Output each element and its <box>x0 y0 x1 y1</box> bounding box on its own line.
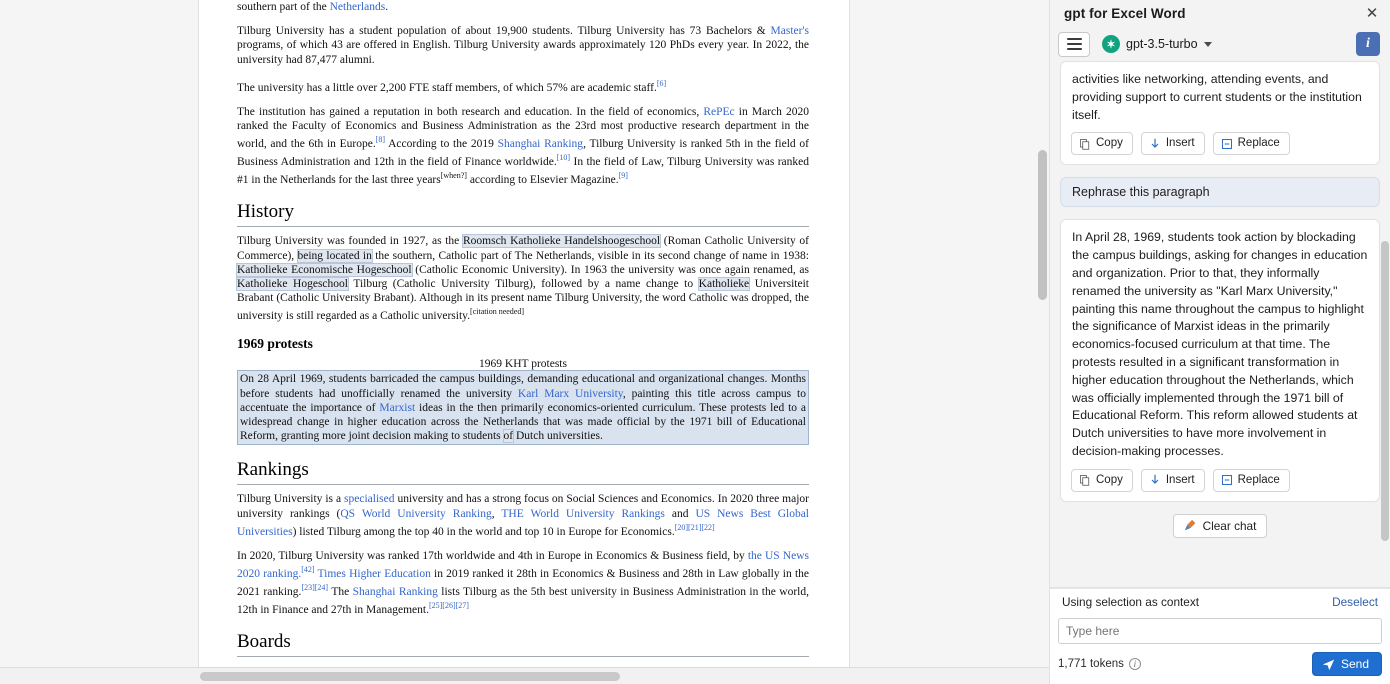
insert-label: Insert <box>1165 473 1195 486</box>
citation-ref[interactable]: [42] <box>301 565 315 575</box>
panel-footer <box>1050 587 1390 684</box>
link-karl-marx-university[interactable]: Karl Marx University <box>517 387 623 400</box>
highlight-text: Katholieke Hogeschool <box>237 277 348 290</box>
model-name: gpt-3.5-turbo <box>1126 37 1198 51</box>
citation-ref[interactable]: [9] <box>618 171 628 181</box>
link-us-news-2020-ranking[interactable]: the US News 2020 ranking. <box>237 549 809 580</box>
copy-button-response[interactable] <box>1071 469 1133 492</box>
citation-ref[interactable]: [8] <box>375 135 386 145</box>
gpt-side-panel <box>1049 0 1390 684</box>
link-specialised[interactable]: specialised <box>344 493 395 506</box>
paragraph-reputation: The institution has gained a reputation in both research and education. In the field of economics, RePEc in March 2020 ranked the Faculty of Economics and Business Administration as the 23rd most productive research department in the world, and the 6th in Europe.[8] According to the 2019 Shanghai Ranking, Tilburg University is ranked 5th in the field of Business Administration and 12th in the field of Finance worldwide.[10] In the field of Law, Tilburg University was ranked #1 in the Netherlands for the last three years[when?] according to Elsevier Magazine.[9] <box>237 105 809 187</box>
openai-logo-icon: ✶ <box>1102 35 1120 53</box>
copy-button[interactable] <box>1071 132 1133 155</box>
chat-input[interactable] <box>1058 618 1382 644</box>
document-vertical-scrollbar[interactable] <box>1038 0 1047 684</box>
insert-button[interactable] <box>1141 132 1205 155</box>
send-row <box>1050 650 1390 684</box>
section-heading-history: History <box>237 201 809 227</box>
section-heading-1969-protests: 1969 protests <box>237 336 313 352</box>
panel-title: gpt for Excel Word <box>1064 6 1186 21</box>
section-heading-rankings: Rankings <box>237 459 809 485</box>
clear-chat-button[interactable] <box>1173 514 1268 538</box>
citation-ref[interactable]: [20][21][22] <box>674 522 715 532</box>
response-actions <box>1061 465 1379 501</box>
paragraph-1969-protests-selected[interactable]: On 28 April 1969, students barricaded the campus buildings, demanding educational and organizational changes. Months before students had unofficially renamed the university Karl Marx University, painting this title across campus to accentuate the importance of Marxist ideas in the then primarily economics-oriented curriculum. These protests led to a widespread change in higher education across the Netherlands that was made official by the 1971 bill of Educational Reform, granting more joint decision making to students of Dutch universities. <box>237 370 809 445</box>
citation-ref[interactable]: [25][26][27] <box>428 601 469 611</box>
assistant-message-text: activities like networking, attending events, and providing support to current students or the institution itself. <box>1072 72 1362 122</box>
token-counter <box>1058 658 1304 670</box>
insert-button-response[interactable] <box>1141 469 1205 492</box>
link-netherlands[interactable]: Netherlands <box>329 1 386 13</box>
send-icon <box>1322 658 1335 671</box>
replace-label: Replace <box>1237 137 1280 150</box>
scrollbar-thumb[interactable] <box>1038 150 1047 300</box>
info-button[interactable]: i <box>1356 32 1380 56</box>
copy-icon <box>1079 474 1091 486</box>
link-us-news-best-global-universities[interactable]: US News Best Global Universities <box>237 507 809 538</box>
link-times-higher-education[interactable]: Times Higher Education <box>317 567 431 580</box>
close-icon[interactable]: ✕ <box>1365 5 1379 22</box>
clear-chat-row <box>1060 514 1380 538</box>
assistant-response-card <box>1060 219 1380 501</box>
copy-label: Copy <box>1096 137 1123 150</box>
link-shanghai-ranking-2[interactable]: Shanghai Ranking <box>352 585 438 598</box>
broom-icon <box>1184 519 1197 532</box>
highlight-text: Katholieke <box>698 277 750 290</box>
link-masters[interactable]: Master's <box>770 25 809 38</box>
replace-icon <box>1221 474 1233 486</box>
scrollbar-thumb-horizontal[interactable] <box>200 672 620 681</box>
document-page[interactable] <box>199 0 849 684</box>
highlight-text: Katholieke Economische Hogeschool <box>237 263 412 276</box>
insert-icon <box>1149 138 1161 150</box>
paragraph-rankings-2: In 2020, Tilburg University was ranked 17th worldwide and 4th in Europe in Economics & Business field, by the US News 2020 ranking.[42] Times Higher Education in 2019 ranked it 28th in Economics & Business and 28th in Law globally in the 2021 ranking.[23][24] The Shanghai Ranking lists Tilburg as the 5th best university in Business Administration in the world, 12th in Finance and 27th in Management.[25][26][27] <box>237 549 809 616</box>
copy-label: Copy <box>1096 473 1123 486</box>
paragraph-history: Tilburg University was founded in 1927, as the Roomsch Katholieke Handelshoogeschool (Roman Catholic University of Commerce), being located in the southern, Catholic part of The Netherlands, visible in its second change of name in 1938: Katholieke Economische Hogeschool (Catholic Economic University). In 1963 the university was once again renamed, as Katholieke Hogeschool Tilburg (Catholic University Tilburg), followed by a name change to Katholieke Universiteit Brabant (Catholic University Brabant). Although in its present name Tilburg University, the word Catholic was dropped, the university is still regarded as a Catholic university.[citation needed] <box>237 235 810 323</box>
assistant-message-card <box>1060 61 1380 165</box>
token-count-label: 1,771 tokens <box>1058 658 1124 670</box>
copy-icon <box>1079 138 1091 150</box>
deselect-button[interactable]: Deselect <box>1332 594 1378 609</box>
replace-icon <box>1221 138 1233 150</box>
panel-toolbar <box>1050 27 1390 61</box>
panel-scrollbar[interactable] <box>1381 61 1389 587</box>
send-button[interactable] <box>1312 652 1382 676</box>
info-icon[interactable]: i <box>1129 658 1141 670</box>
figure-caption: 1969 KHT protests <box>479 358 567 371</box>
insert-label: Insert <box>1165 137 1195 150</box>
panel-conversation[interactable] <box>1050 61 1390 587</box>
hamburger-icon[interactable] <box>1058 32 1090 57</box>
link-marxist[interactable]: Marxist <box>379 401 416 414</box>
insert-icon <box>1149 474 1161 486</box>
replace-label: Replace <box>1237 473 1280 486</box>
link-the-world-university-rankings[interactable]: THE World University Rankings <box>501 507 665 520</box>
citation-when[interactable]: [when?] <box>440 171 467 181</box>
document-horizontal-scrollbar[interactable] <box>0 667 1049 684</box>
assistant-response-text: In April 28, 1969, students took action by blockading the campus buildings, asking for changes in education and organization. Prior to that, they informally renamed the university as "Karl Marx University," painting this name throughout the campus to highlight the significance of Marxist ideas in the primarily economics-focused curriculum at that time. The protests resulted in a significant transformation in higher education throughout the Netherlands, which was officially implemented through the 1971 bill of Educational Reform. This reform allowed students at Dutch universities to have more involvement in decision-making processes. <box>1072 230 1368 458</box>
citation-ref[interactable]: [6] <box>656 78 667 88</box>
link-qs-world-university-ranking[interactable]: QS World University Ranking <box>340 507 492 520</box>
chevron-down-icon[interactable] <box>1204 42 1212 47</box>
paragraph-staff: The university has a little over 2,200 FTE staff members, of which 57% are academic staff.[6] <box>237 78 667 94</box>
context-label: Using selection as context <box>1062 594 1200 609</box>
panel-header <box>1050 0 1390 27</box>
context-row <box>1050 588 1390 614</box>
user-prompt: Rephrase this paragraph <box>1060 177 1380 207</box>
paragraph-student-population: Tilburg University has a student population of about 19,900 students. Tilburg University has 73 Bachelors & Master's programs, of which 43 are offered in English. Tilburg University awards approximately 120 PhDs every year. In 2022, the university had 87,477 alumni. <box>237 25 809 66</box>
chat-input-wrap <box>1050 614 1390 650</box>
clear-chat-label: Clear chat <box>1202 518 1257 533</box>
citation-ref[interactable]: [10] <box>556 153 571 163</box>
message-actions <box>1061 128 1379 164</box>
paragraph-rankings-1: Tilburg University is a specialised university and has a strong focus on Social Sciences and Economics. In 2020 three major university rankings (QS World University Ranking, THE World University Rankings and US News Best Global Universities) listed Tilburg among the top 40 in the world and top 10 in Europe for Economics.[20][21][22] <box>237 493 809 538</box>
section-heading-boards: Boards <box>237 631 809 657</box>
link-shanghai-ranking[interactable]: Shanghai Ranking <box>497 138 584 151</box>
paragraph-continuation: southern part of the Netherlands. <box>237 1 389 13</box>
highlight-text: Roomsch Katholieke Handelshoogeschool <box>462 235 661 248</box>
citation-ref[interactable]: [23][24] <box>301 583 329 593</box>
citation-needed[interactable]: [citation needed] <box>470 307 525 317</box>
send-label: Send <box>1340 657 1369 671</box>
scrollbar-thumb-panel[interactable] <box>1381 241 1389 541</box>
highlight-text: of <box>503 430 514 443</box>
highlight-text: being located in <box>297 249 372 262</box>
replace-button-response[interactable] <box>1213 469 1290 492</box>
replace-button[interactable] <box>1213 132 1290 155</box>
link-repec[interactable]: RePEc <box>703 105 735 118</box>
model-selector[interactable] <box>1098 32 1218 56</box>
